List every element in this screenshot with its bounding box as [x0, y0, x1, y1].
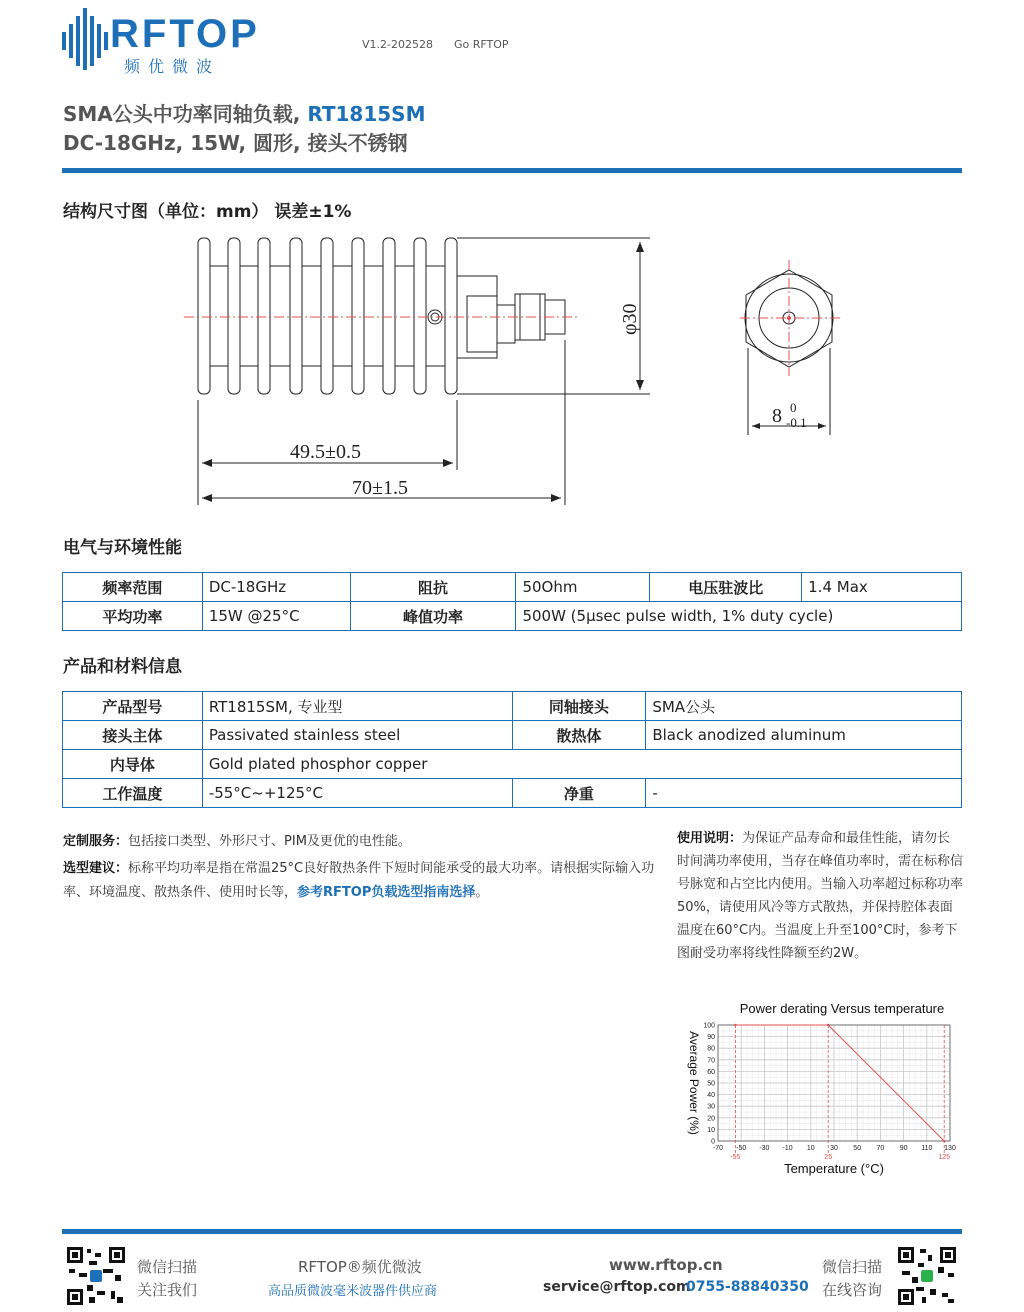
custom-label: 定制服务： — [63, 834, 129, 849]
data-point — [943, 1140, 945, 1142]
footer-slogan: 高品质微波毫米波器件供应商 — [268, 1284, 438, 1299]
spec-value: Passivated stainless steel — [202, 721, 512, 750]
spec-value: 500W (5μsec pulse width, 1% duty cycle) — [516, 602, 962, 631]
spec-value: SMA公头 — [646, 692, 962, 721]
version-line — [362, 38, 509, 51]
material-heading: 产品和材料信息 — [63, 657, 182, 677]
wechat-scan-label-right: 微信扫描 — [822, 1258, 883, 1276]
footer-website[interactable]: www.rftop.cn — [609, 1256, 723, 1274]
y-tick-label: 90 — [707, 1034, 715, 1042]
title-model: RT1815SM — [307, 102, 426, 126]
table-row — [63, 750, 962, 779]
go-rftop-link[interactable]: Go RFTOP — [453, 38, 509, 51]
spec-label: 峰值功率 — [350, 602, 516, 631]
logo-bars-icon — [62, 8, 110, 72]
dim-hex-tol-upper: 0 — [790, 400, 797, 415]
follow-us-label: 关注我们 — [137, 1281, 198, 1299]
spec-label: 散热体 — [512, 721, 646, 750]
chart-title: Power derating Versus temperature — [739, 1001, 945, 1016]
x-tick-label: 50 — [853, 1145, 862, 1152]
material-table — [62, 691, 962, 808]
product-title — [63, 98, 425, 127]
spec-value: RT1815SM, 专业型 — [202, 692, 512, 721]
spec-label: 接头主体 — [63, 721, 203, 750]
x-tick-label: -70 — [712, 1145, 724, 1152]
dim-body-label: 49.5±0.5 — [290, 441, 361, 463]
y-tick-label: 40 — [707, 1092, 715, 1100]
spec-value: Black anodized aluminum — [646, 721, 962, 750]
dim-hex-label: 8 — [772, 405, 782, 427]
x-tick-label: 70 — [876, 1145, 885, 1152]
spec-label: 平均功率 — [63, 602, 203, 631]
select-label: 选型建议： — [63, 861, 129, 876]
spec-label: 频率范围 — [63, 573, 203, 602]
drawing-heading: 结构尺寸图（单位：mm） 误差±1% — [63, 202, 352, 222]
y-tick-label: 80 — [707, 1045, 715, 1053]
footer-email[interactable]: service@rftop.com — [543, 1279, 691, 1295]
x-tick-label: 90 — [899, 1145, 908, 1152]
spec-value: DC-18GHz — [202, 573, 350, 602]
electrical-heading: 电气与环境性能 — [63, 538, 182, 558]
logo-wordmark: RFTOP — [110, 12, 260, 56]
wechat-qr-icon — [67, 1247, 125, 1305]
spec-value: -55°C~+125°C — [202, 779, 512, 808]
online-consult-label: 在线咨询 — [822, 1281, 883, 1299]
spec-label: 净重 — [512, 779, 646, 808]
spec-label: 内导体 — [63, 750, 203, 779]
selection-guide-link[interactable]: 参考RFTOP负载选型指南选择 — [297, 885, 476, 900]
y-tick-label: 50 — [707, 1080, 715, 1088]
electrical-table — [62, 572, 962, 631]
y-tick-label: 100 — [703, 1022, 715, 1030]
data-point — [827, 1024, 829, 1026]
usage-label: 使用说明： — [677, 831, 743, 846]
x-tick-label: 110 — [921, 1145, 933, 1152]
usage-note — [677, 827, 963, 965]
y-tick-label: 60 — [707, 1068, 715, 1076]
product-subtitle: DC-18GHz, 15W, 圆形, 接头不锈钢 — [63, 131, 408, 155]
table-row — [63, 573, 962, 602]
table-row — [63, 692, 962, 721]
usage-text: 为保证产品寿命和最佳性能，请勿长时间满功率使用，当存在峰值功率时，需在标称信号脉宽和占空比内使用。当输入功率超过标称功率50%，请使用风冷等方式散热，并保持腔体表面温度在60°C内。当温度上升至100°C时，参考下图耐受功率将线性降额至约2W。 — [677, 831, 964, 961]
spec-value: 1.4 Max — [802, 573, 962, 602]
footer-divider — [62, 1229, 962, 1234]
spec-label: 产品型号 — [63, 692, 203, 721]
dim-hex-tol-lower: -0.1 — [786, 415, 807, 430]
spec-value: 50Ohm — [516, 573, 650, 602]
custom-service-note — [63, 830, 657, 854]
header-divider — [62, 168, 962, 173]
y-tick-label: 10 — [707, 1126, 715, 1134]
y-axis-label: Average Power (%) — [687, 1031, 701, 1135]
data-point — [734, 1024, 736, 1026]
spec-label: 阻抗 — [350, 573, 516, 602]
footer-phone: 0755-88840350 — [686, 1279, 809, 1295]
marker-tick-label: 125 — [938, 1154, 951, 1161]
version-text: V1.2-202528 — [362, 38, 433, 51]
dimension-drawing — [180, 230, 880, 520]
x-tick-label: -50 — [736, 1145, 747, 1152]
derating-chart — [676, 995, 966, 1180]
marker-tick-label: -55 — [730, 1154, 741, 1161]
dim-total-label: 70±1.5 — [352, 477, 408, 499]
footer-brand: RFTOP®频优微波 — [298, 1258, 422, 1276]
dim-diameter-label: φ30 — [619, 303, 641, 335]
wechat-scan-label: 微信扫描 — [137, 1258, 198, 1276]
y-tick-label: 70 — [707, 1057, 715, 1065]
y-tick-label: 30 — [707, 1103, 715, 1111]
x-tick-label: 10 — [806, 1145, 815, 1152]
consult-qr-icon — [898, 1247, 956, 1305]
marker-tick-label: 25 — [824, 1154, 833, 1161]
logo-subtitle: 频优微波 — [124, 57, 221, 76]
custom-text: 包括接口类型、外形尺寸、PIM及更优的电性能。 — [128, 834, 411, 849]
title-prefix: SMA公头中功率同轴负载, — [63, 102, 308, 126]
table-row — [63, 779, 962, 808]
x-tick-label: -10 — [782, 1145, 793, 1152]
spec-label: 电压驻波比 — [650, 573, 802, 602]
select-text: 标称平均功率是指在常温25°C良好散热条件下短时间能承受的最大功率。请根据实际输入功率、环境温度、散热条件、使用时长等， — [63, 861, 655, 900]
spec-value: Gold plated phosphor copper — [202, 750, 961, 779]
table-row — [63, 602, 962, 631]
x-tick-label: 130 — [944, 1145, 956, 1152]
y-tick-label: 20 — [707, 1115, 715, 1123]
table-row — [63, 721, 962, 750]
x-tick-label: 30 — [830, 1145, 838, 1152]
spec-value: - — [646, 779, 962, 808]
selection-note — [63, 857, 657, 905]
x-tick-label: -30 — [759, 1145, 770, 1152]
x-axis-label: Temperature (°C) — [784, 1161, 884, 1176]
spec-label: 工作温度 — [63, 779, 203, 808]
y-tick-label: 0 — [711, 1138, 715, 1146]
spec-value: 15W @25°C — [202, 602, 350, 631]
select-end: 。 — [475, 885, 489, 900]
spec-label: 同轴接头 — [512, 692, 646, 721]
